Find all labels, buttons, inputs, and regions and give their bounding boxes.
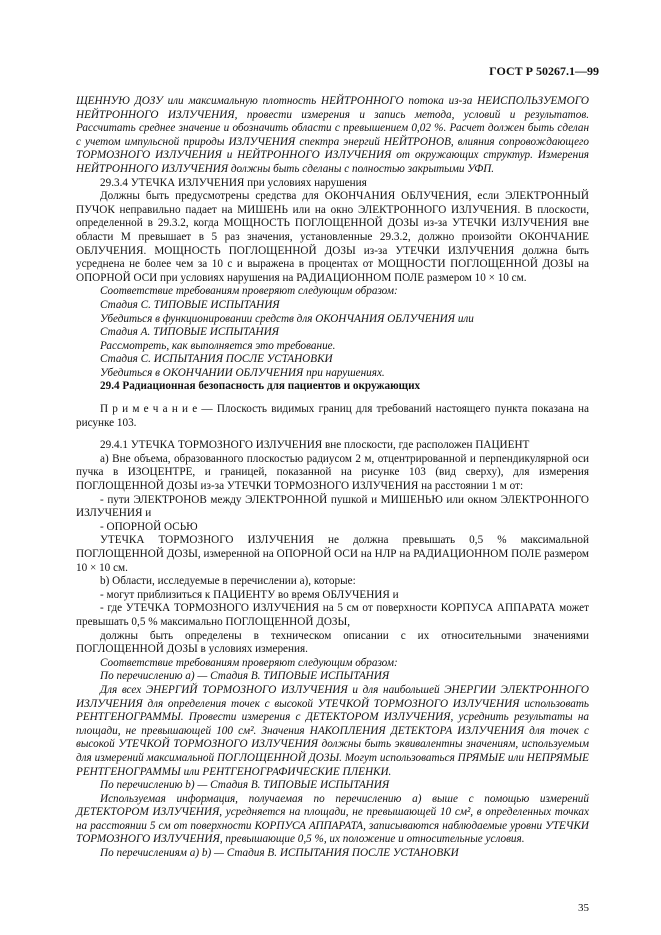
paragraph: Соответствие требованиям проверяют следующим образом: <box>100 656 398 669</box>
paragraph: b) Области, исследуемые в перечислении а), которые: <box>100 575 356 588</box>
paragraph-spacer <box>76 394 589 403</box>
paragraph: - ОПОРНОЙ ОСЬЮ <box>100 520 198 533</box>
paragraph: Убедиться в функционировании средств для ОКОНЧАНИЯ ОБЛУЧЕНИЯ или <box>100 312 474 325</box>
paragraph: УТЕЧКА ТОРМОЗНОГО ИЗЛУЧЕНИЯ не должна превышать 0,5 % максимальной ПОГЛОЩЕННОЙ ДОЗЫ, измеренной на ОПОРНОЙ ОСИ на НЛР на РАДИАЦИОННОМ ПОЛЕ размером 10 × 10 см. <box>76 534 589 574</box>
paragraph: Должны быть предусмотрены средства для ОКОНЧАНИЯ ОБЛУЧЕНИЯ, если ЭЛЕКТРОННЫЙ ПУЧОК неправильно падает на МИШЕНЬ или на окно ЭЛЕКТРОННОГО ИЗЛУЧЕНИЯ. В плоскости, определенной в 29.3.2, когда МОЩНОСТЬ ПОГЛОЩЕННОЙ ДОЗЫ из-за УТЕЧКИ ИЗЛУЧЕНИЯ вне области M превышает в 5 раз значения, установленные 29.3.2, должно произойти ОКОНЧАНИЕ ОБЛУЧЕНИЯ. МОЩНОСТЬ ПОГЛОЩЕННОЙ ДОЗЫ из-за УТЕЧКИ ИЗЛУЧЕНИЯ должна быть усреднена не более чем за 10 с и выражена в процентах от МОЩНОСТИ ПОГЛОЩЕННОЙ ДОЗЫ на ОПОРНОЙ ОСИ при условиях нарушения на РАДИАЦИОННОМ ПОЛЕ размером 10 × 10 см. <box>76 190 589 284</box>
paragraph: ЩЕННУЮ ДОЗУ или максимальную плотность НЕЙТРОННОГО потока из-за НЕИСПОЛЬЗУЕМОГО НЕЙТРОННОГО ИЗЛУЧЕНИЯ, провести измерения и запись метода, условий и результатов. Рассчитать среднее значение и обозначить области с превышением 0,02 %. Расчет должен быть сделан с учетом импульсной природы ИЗЛУЧЕНИЯ спектра энергий НЕЙТРОНОВ, влияния сопровождающего ТОРМОЗНОГО ИЗЛУЧЕНИЯ и НЕЙТРОННОГО ИЗЛУЧЕНИЯ от окружающих структур. Измерения НЕЙТРОННОГО ИЗЛУЧЕНИЯ должны быть сделаны с полностью закрытыми УФП. <box>76 95 589 175</box>
paragraph: Рассмотреть, как выполняется это требование. <box>100 339 336 352</box>
page-number: 35 <box>578 902 589 914</box>
document-header: ГОСТ Р 50267.1—99 <box>489 64 599 78</box>
paragraph: По перечислению b) — Стадия В. ТИПОВЫЕ ИСПЫТАНИЯ <box>100 779 390 792</box>
paragraph: Используемая информация, получаемая по перечислению а) выше с помощью измерений ДЕТЕКТОРОМ ИЗЛУЧЕНИЯ, усредняется на площади, не превышающей 10 см², в определенных точках на расстоянии 5 см от поверхности КОРПУСА АППАРАТА, записываются наблюдаемые уровни УТЕЧКИ ТОРМОЗНОГО ИЗЛУЧЕНИЯ, превышающие 0,5 %, их положение и относительные условия. <box>76 792 589 846</box>
paragraph: Соответствие требованиям проверяют следующим образом: <box>100 285 398 298</box>
paragraph: Убедиться в ОКОНЧАНИИ ОБЛУЧЕНИЯ при нарушениях. <box>100 366 385 379</box>
paragraph: Стадия С. ИСПЫТАНИЯ ПОСЛЕ УСТАНОВКИ <box>100 353 333 366</box>
paragraph: Для всех ЭНЕРГИЙ ТОРМОЗНОГО ИЗЛУЧЕНИЯ и для наибольшей ЭНЕРГИИ ЭЛЕКТРОННОГО ИЗЛУЧЕНИЯ для определения точек с высокой УТЕЧКОЙ ТОРМОЗНОГО ИЗЛУЧЕНИЯ использовать РЕНТГЕНОГРАММЫ. Провести измерения с ДЕТЕКТОРОМ ИЗЛУЧЕНИЯ, усреднить результаты на площади, не превышающей 100 см². Значения НАКОПЛЕНИЯ ДЕТЕКТОРА ИЗЛУЧЕНИЯ для точек с высокой УТЕЧКОЙ ТОРМОЗНОГО ИЗЛУЧЕНИЯ должны быть эквивалентны значениям, используемым для измерений максимальной ПОГЛОЩЕННОЙ ДОЗЫ. Могут использоваться ПРЯМЫЕ или НЕПРЯМЫЕ РЕНТГЕНОГРАММЫ или РЕНТГЕНОГРАФИЧЕСКИЕ ПЛЕНКИ. <box>76 683 589 778</box>
paragraph: Стадия А. ТИПОВЫЕ ИСПЫТАНИЯ <box>100 326 280 339</box>
paragraph: 29.4 Радиационная безопасность для пациентов и окружающих <box>100 380 421 393</box>
document-body <box>76 95 589 861</box>
paragraph: 29.3.4 УТЕЧКА ИЗЛУЧЕНИЯ при условиях нарушения <box>100 176 367 189</box>
paragraph: - где УТЕЧКА ТОРМОЗНОГО ИЗЛУЧЕНИЯ на 5 см от поверхности КОРПУСА АППАРАТА может превышать 0,5 % максимально ПОГЛОЩЕННОЙ ДОЗЫ, <box>76 602 589 628</box>
paragraph: По перечислениям а) b) — Стадия В. ИСПЫТАНИЯ ПОСЛЕ УСТАНОВКИ <box>100 847 459 860</box>
paragraph: a) Вне объема, образованного плоскостью радиусом 2 м, отцентрированной и перпендикулярной оси пучка в ИЗОЦЕНТРЕ, и границей, показанной на рисунке 103 (вид сверху), для измерения ПОГЛОЩЕННОЙ ДОЗЫ из-за УТЕЧКИ ТОРМОЗНОГО ИЗЛУЧЕНИЯ на расстоянии 1 м от: <box>76 452 589 493</box>
paragraph: По перечислению а) — Стадия В. ТИПОВЫЕ ИСПЫТАНИЯ <box>100 670 390 683</box>
paragraph: П р и м е ч а н и е — Плоскость видимых границ для требований настоящего пункта показана на рисунке 103. <box>76 403 589 429</box>
paragraph: Стадия С. ТИПОВЫЕ ИСПЫТАНИЯ <box>100 298 280 311</box>
paragraph: - могут приблизиться к ПАЦИЕНТУ во время ОБЛУЧЕНИЯ и <box>100 588 399 601</box>
paragraph: должны быть определены в техническом описании с их относительными значениями ПОГЛОЩЕННОЙ ДОЗЫ в условиях измерения. <box>76 629 589 656</box>
paragraph-spacer <box>76 430 589 439</box>
paragraph: 29.4.1 УТЕЧКА ТОРМОЗНОГО ИЗЛУЧЕНИЯ вне плоскости, где расположен ПАЦИЕНТ <box>100 439 530 452</box>
paragraph: - пути ЭЛЕКТРОНОВ между ЭЛЕКТРОННОЙ пушкой и МИШЕНЬЮ или окном ЭЛЕКТРОННОГО ИЗЛУЧЕНИЯ и <box>76 493 589 520</box>
